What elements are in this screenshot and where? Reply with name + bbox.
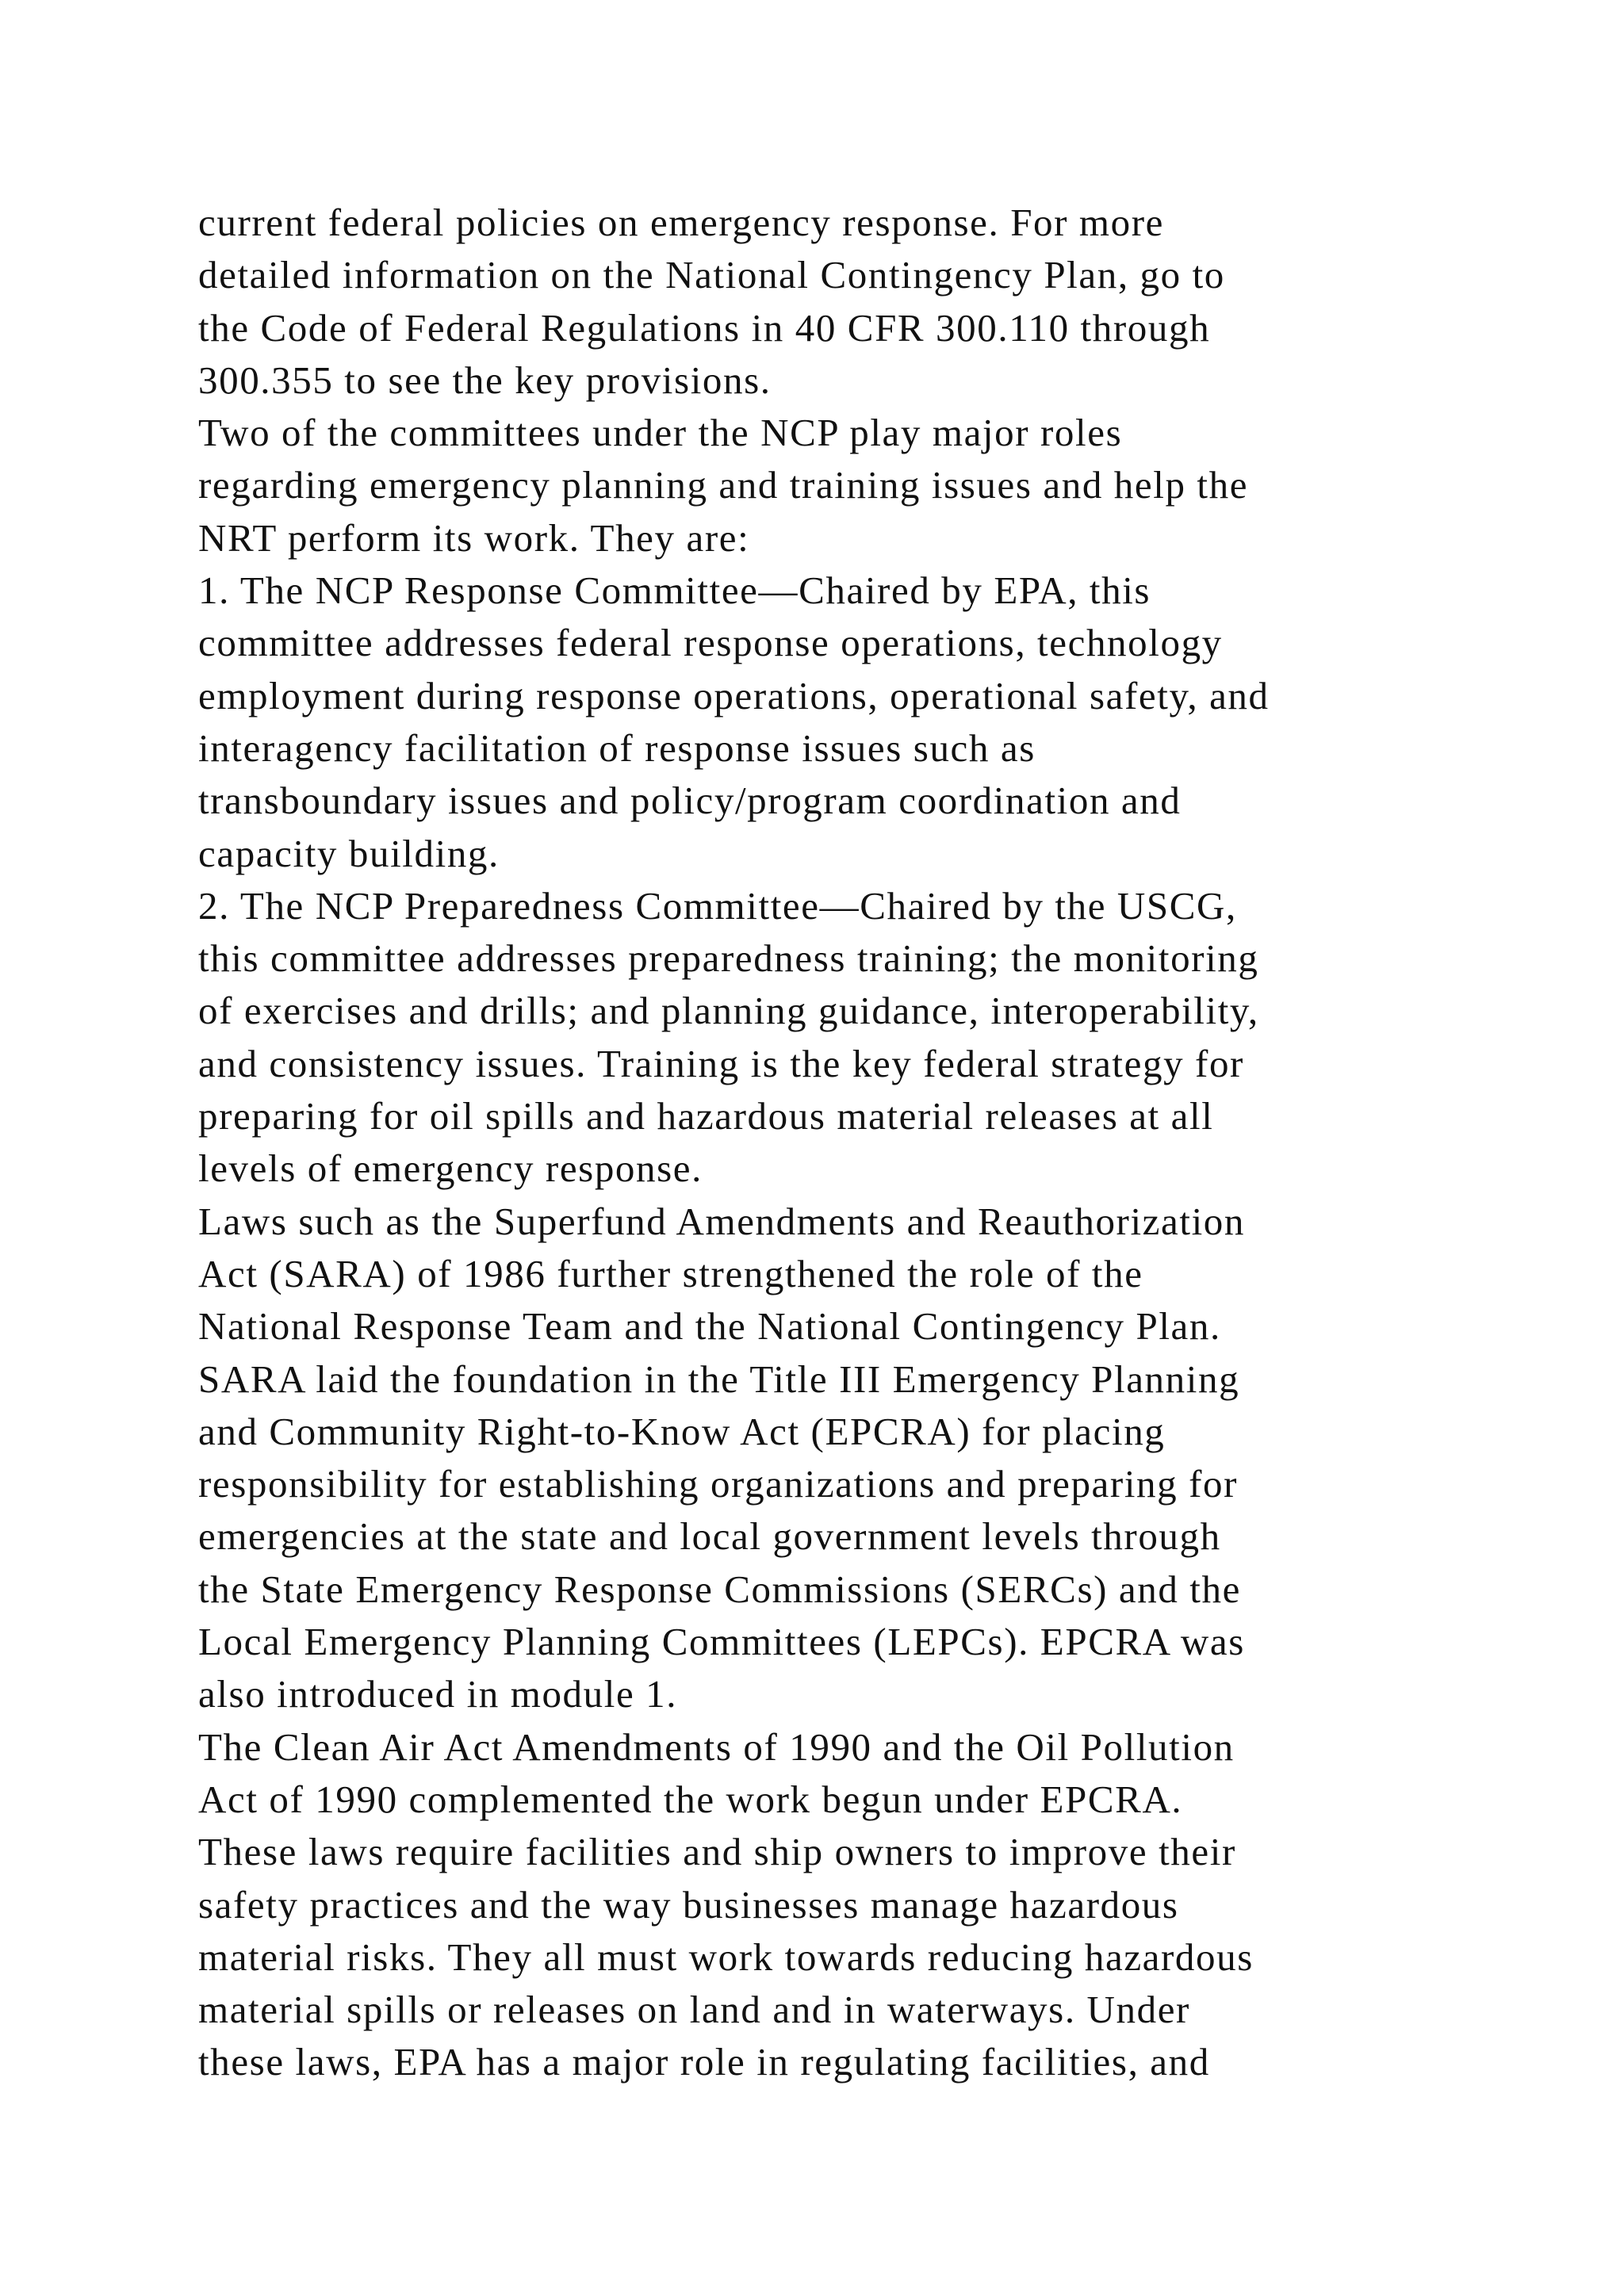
text-line: These laws require facilities and ship owners to improve their (198, 1830, 1236, 1874)
text-line: current federal policies on emergency response. For more (198, 201, 1164, 244)
text-line: transboundary issues and policy/program coordination and (198, 779, 1182, 823)
text-line: committee addresses federal response operations, technology (198, 621, 1223, 665)
text-line: these laws, EPA has a major role in regulating facilities, and (198, 2040, 1210, 2084)
text-line: Laws such as the Superfund Amendments and Reauthorization (198, 1199, 1246, 1243)
text-line: Act of 1990 complemented the work begun under EPCRA. (198, 1777, 1183, 1821)
text-line: levels of emergency response. (198, 1146, 703, 1191)
text-line: SARA laid the foundation in the Title III Emergency Planning (198, 1357, 1240, 1401)
text-line: preparing for oil spills and hazardous material releases at all (198, 1094, 1214, 1138)
text-line: 2. The NCP Preparedness Committee—Chaired by the USCG, (198, 883, 1237, 928)
text-line: 300.355 to see the key provisions. (198, 358, 772, 402)
text-line: Act (SARA) of 1986 further strengthened the role of the (198, 1251, 1143, 1295)
text-line: interagency facilitation of response issues such as (198, 725, 1036, 770)
text-line: responsibility for establishing organizations and preparing for (198, 1462, 1239, 1506)
text-line: and consistency issues. Training is the key federal strategy for (198, 1041, 1244, 1085)
text-line: of exercises and drills; and planning guidance, interoperability, (198, 989, 1259, 1033)
body-text (198, 197, 1467, 2089)
text-line: detailed information on the National Contingency Plan, go to (198, 253, 1225, 297)
text-line: Two of the committees under the NCP play major roles (198, 411, 1123, 455)
text-line: this committee addresses preparedness training; the monitoring (198, 936, 1259, 981)
text-line: NRT perform its work. They are: (198, 515, 750, 560)
text-line: the State Emergency Response Commissions (SERCs) and the (198, 1567, 1241, 1611)
text-line: 1. The NCP Response Committee—Chaired by EPA, this (198, 568, 1151, 613)
text-line: material spills or releases on land and in waterways. Under (198, 1988, 1190, 2032)
text-line: employment during response operations, operational safety, and (198, 673, 1270, 718)
text-line: The Clean Air Act Amendments of 1990 and the Oil Pollution (198, 1724, 1235, 1769)
text-line: capacity building. (198, 831, 500, 875)
text-line: also introduced in module 1. (198, 1672, 678, 1716)
text-line: regarding emergency planning and training issues and help the (198, 463, 1249, 507)
text-line: safety practices and the way businesses manage hazardous (198, 1882, 1179, 1927)
text-line: emergencies at the state and local government levels through (198, 1514, 1221, 1559)
text-line: and Community Right-to-Know Act (EPCRA) for placing (198, 1409, 1166, 1453)
text-line: material risks. They all must work towards reducing hazardous (198, 1934, 1254, 1979)
text-line: the Code of Federal Regulations in 40 CFR 300.110 through (198, 305, 1211, 350)
text-line: National Response Team and the National Contingency Plan. (198, 1304, 1221, 1349)
text-line: Local Emergency Planning Committees (LEPCs). EPCRA was (198, 1620, 1245, 1664)
